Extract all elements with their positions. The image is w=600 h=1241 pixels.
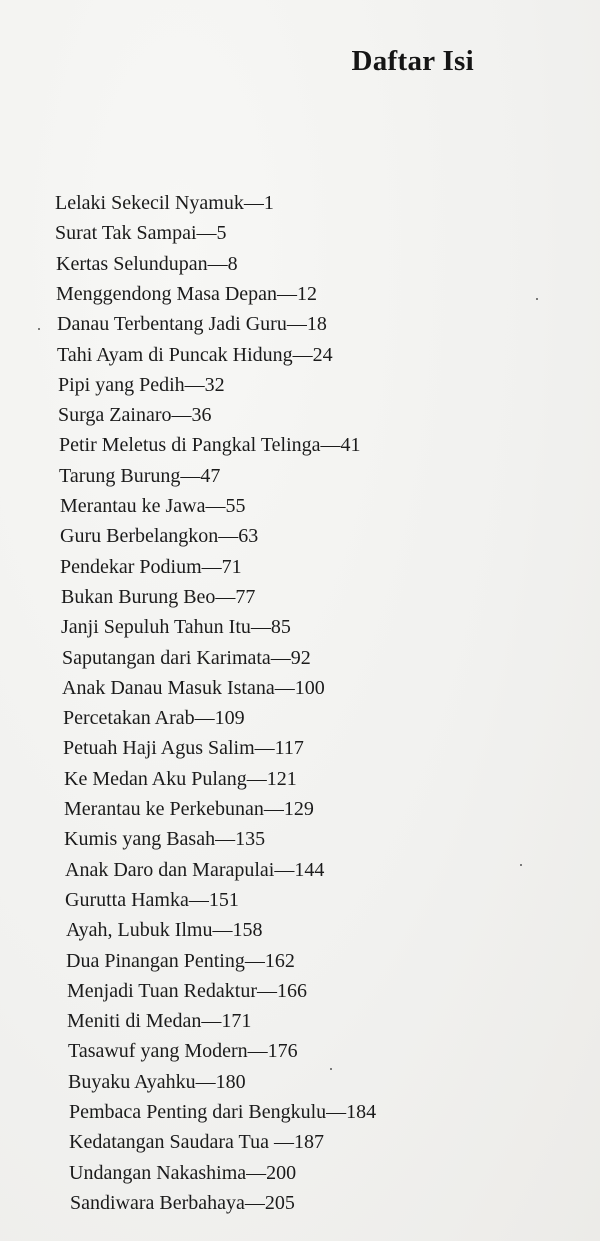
toc-entry: Percetakan Arab—109 [63,707,245,730]
toc-entry: Menggendong Masa Depan—12 [56,282,318,305]
toc-entry: Bukan Burung Beo—77 [61,585,256,608]
toc-entry: Merantau ke Jawa—55 [60,495,246,517]
toc-entry: Surat Tak Sampai—5 [55,222,227,245]
toc-entry: Kedatangan Saudara Tua —187 [69,1131,324,1154]
print-speck [520,864,522,866]
toc-entry: Meniti di Medan—171 [67,1010,252,1033]
toc-entry: Dua Pinangan Penting—162 [66,949,295,972]
toc-entry: Anak Danau Masuk Istana—100 [62,676,325,699]
toc-entry: Pendekar Podium—71 [60,555,242,578]
toc-entry: Petir Meletus di Pangkal Telinga—41 [59,434,361,457]
print-speck [536,298,538,300]
toc-entry: Ayah, Lubuk Ilmu—158 [66,919,263,942]
toc-entry: Saputangan dari Karimata—92 [62,646,311,669]
toc-entry: Petuah Haji Agus Salim—117 [63,737,304,760]
toc-entry: Buyaku Ayahku—180 [68,1070,246,1093]
toc-entry: Undangan Nakashima—200 [69,1161,297,1184]
toc-entry: Lelaki Sekecil Nyamuk—1 [55,192,274,214]
toc-entry: Sandiwara Berbahaya—205 [70,1191,295,1214]
toc-entry: Menjadi Tuan Redaktur—166 [67,979,307,1002]
toc-entry: Janji Sepuluh Tahun Itu—85 [61,616,291,639]
print-speck [330,1068,332,1070]
toc-entry: Tarung Burung—47 [59,464,221,487]
page-title: Daftar Isi [351,45,474,78]
toc-entry: Tahi Ayam di Puncak Hidung—24 [57,343,333,366]
toc-entry: Gurutta Hamka—151 [65,888,239,911]
toc-entry: Surga Zainaro—36 [58,404,212,427]
toc-entry: Tasawuf yang Modern—176 [68,1040,298,1063]
toc-entry: Kertas Selundupan—8 [56,252,238,275]
toc-entry: Danau Terbentang Jadi Guru—18 [57,313,327,336]
toc-entry: Ke Medan Aku Pulang—121 [64,767,297,790]
toc-entry: Anak Daro dan Marapulai—144 [65,858,325,881]
toc-entry: Kumis yang Basah—135 [64,828,266,851]
toc-entry: Pembaca Penting dari Bengkulu—184 [69,1101,377,1123]
toc-entry: Guru Berbelangkon—63 [60,525,259,548]
print-speck [38,328,40,330]
toc-entry: Pipi yang Pedih—32 [58,373,225,396]
toc-entry: Merantau ke Perkebunan—129 [64,798,314,820]
